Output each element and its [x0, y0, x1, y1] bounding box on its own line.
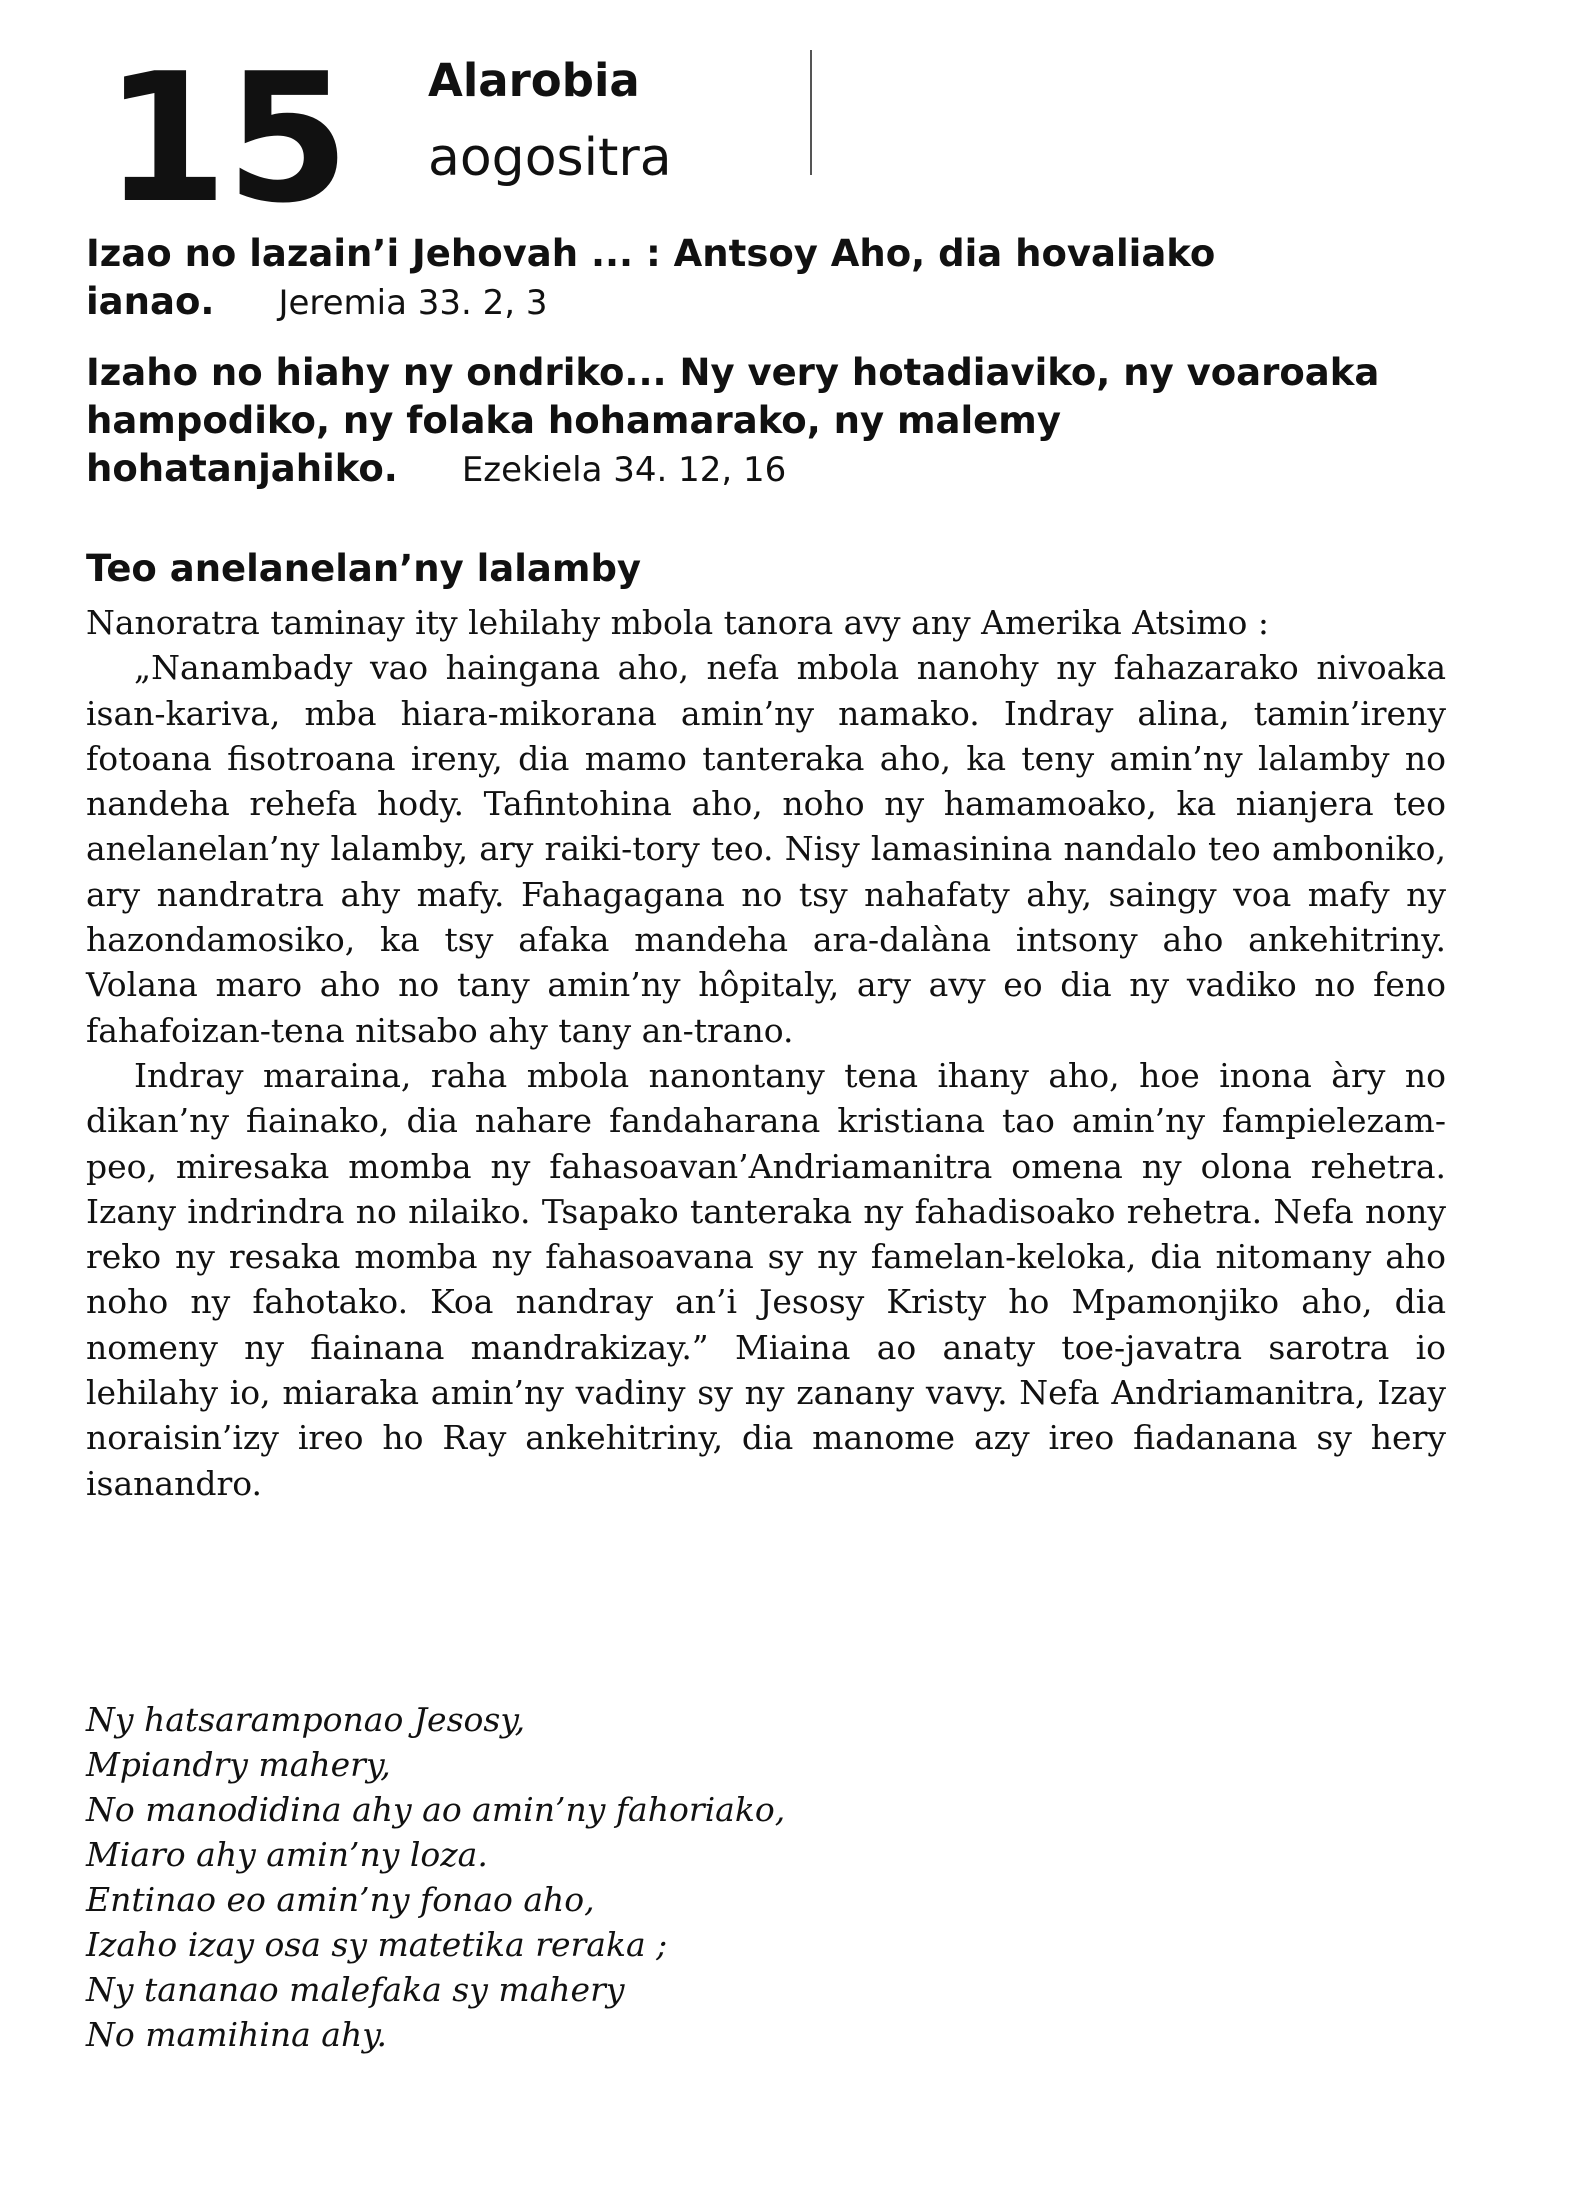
verse-text: Izao no lazain’i Jehovah ... : Antsoy Aho, dia hovaliako ianao.	[86, 232, 1216, 323]
poem-line: Izaho izay osa sy matetika reraka ;	[86, 1925, 668, 1964]
verse-reference: Jeremia 33. 2, 3	[278, 283, 548, 323]
weekday: Alarobia	[428, 54, 640, 107]
poem-line: Ny hatsaramponao Jesosy,	[86, 1700, 526, 1739]
verse-text: Izaho no hiahy ny ondriko... Ny very hotadiaviko, ny voaroaka hampodiko, ny folaka hohamarako, ny malemy hohatanjahiko.	[86, 351, 1380, 490]
poem-line: Miaro ahy amin’ny loza.	[86, 1835, 488, 1874]
verse-reference: Ezekiela 34. 12, 16	[461, 450, 787, 490]
poem	[86, 1697, 1446, 2057]
poem-line: No manodidina ahy ao amin’ny fahoriako,	[86, 1790, 786, 1829]
month: aogositra	[428, 128, 672, 188]
article-body	[86, 600, 1446, 1506]
verses-block	[86, 230, 1446, 516]
poem-line: Ny tananao malefaka sy mahery	[86, 1970, 625, 2009]
date-number: 15	[104, 35, 348, 242]
article-paragraph: Indray maraina, raha mbola nanontany tena ihany aho, hoe inona àry no dikan’ny fiainako, dia nahare fandaharana kristiana tao amin’ny fampielezam-peo, miresaka momba ny fahasoavan’Andriamanitra omena ny olona rehetra. Izany indrindra no nilaiko. Tsapako tanteraka ny fahadisoako rehetra. Nefa nony reko ny resaka momba ny fahasoavana sy ny famelan-keloka, dia nitomany aho noho ny fahotako. Koa nandray an’i Jesosy Kristy ho Mpamonjiko aho, dia nomeny ny fiainana mandrakizay.” Miaina ao anaty toe-javatra sarotra io lehilahy io, miaraka amin’ny vadiny sy ny zanany vavy. Nefa Andriamanitra, Izay noraisin’izy ireo ho Ray ankehitriny, dia manome azy ireo fiadanana sy hery isanandro.	[86, 1055, 1446, 1503]
poem-line: Mpiandry mahery,	[86, 1745, 391, 1784]
verse	[86, 349, 1446, 494]
poem-line: Entinao eo amin’ny fonao aho,	[86, 1880, 595, 1919]
header-divider	[810, 50, 812, 175]
verse	[86, 230, 1446, 327]
article-intro: Nanoratra taminay ity lehilahy mbola tanora avy any Amerika Atsimo :	[86, 603, 1270, 642]
poem-line: No mamihina ahy.	[86, 2015, 387, 2054]
article-paragraph: „Nanambady vao haingana aho, nefa mbola nanohy ny fahazarako nivoaka isan-kariva, mba hiara-mikorana amin’ny namako. Indray alina, tamin’ireny fotoana fisotroana ireny, dia mamo tanteraka aho, ka teny amin’ny lalamby no nandeha rehefa hody. Tafintohina aho, noho ny hamamoako, ka nianjera teo anelanelan’ny lalamby, ary raiki-tory teo. Nisy lamasinina nandalo teo amboniko, ary nandratra ahy mafy. Fahagagana no tsy nahafaty ahy, saingy voa mafy ny hazondamosiko, ka tsy afaka mandeha ara-dalàna intsony aho ankehitriny. Volana maro aho no tany amin’ny hôpitaly, ary avy eo dia ny vadiko no feno fahafoizan-tena nitsabo ahy tany an-trano.	[86, 648, 1446, 1050]
article-heading: Teo anelanelan’ny lalamby	[86, 547, 642, 590]
